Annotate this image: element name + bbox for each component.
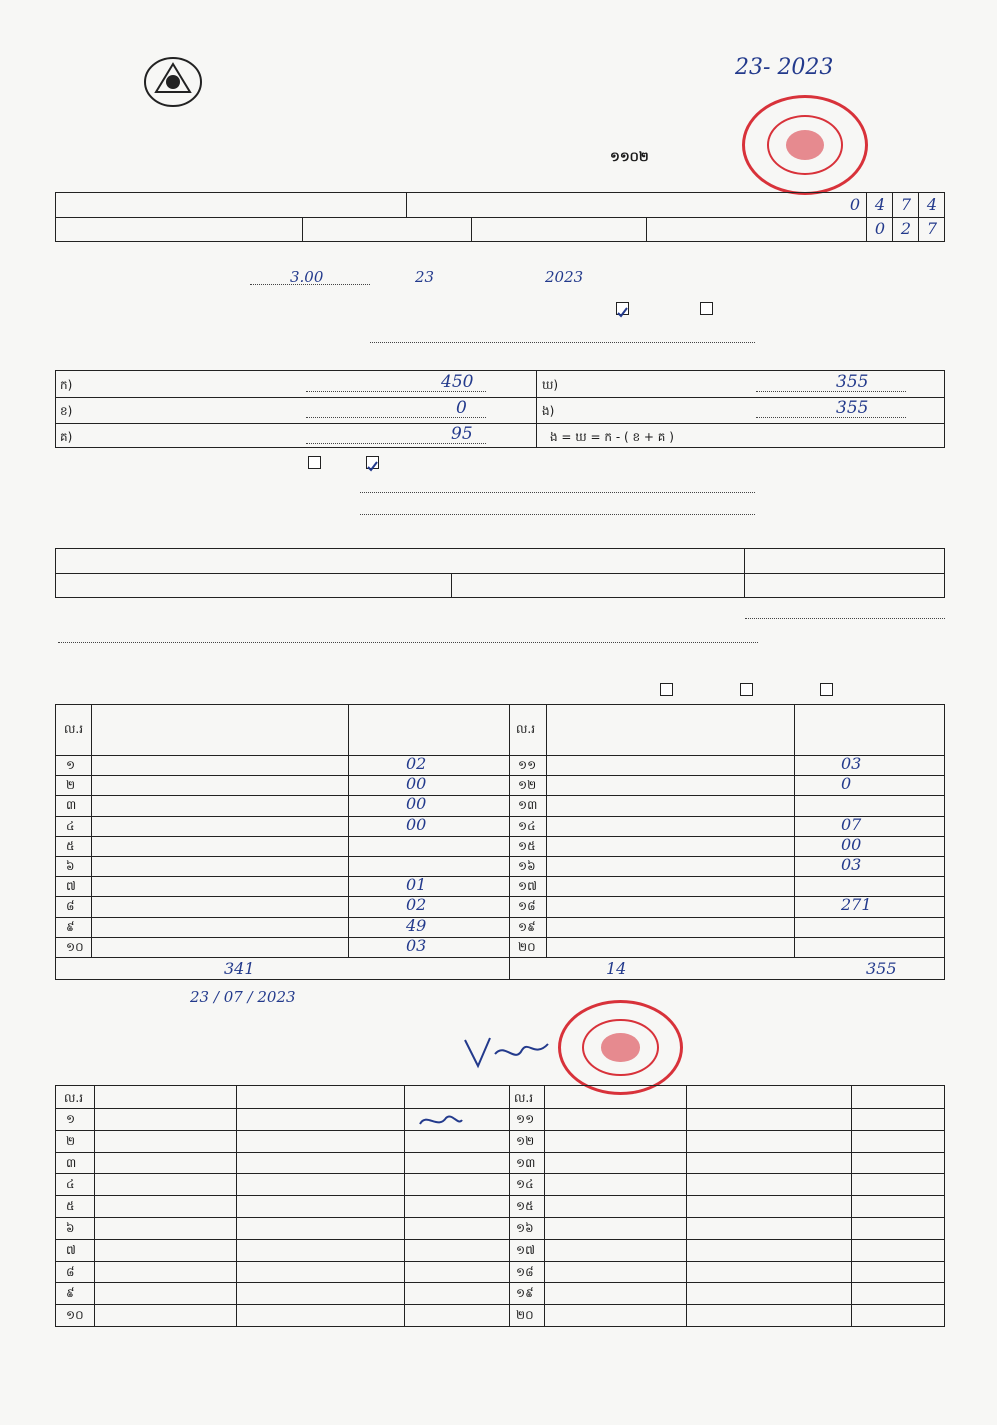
results-row-votes-right: 03	[841, 754, 862, 773]
witness-row-no-right: ១២	[516, 1133, 535, 1148]
witness-row-no-right: ១៤	[516, 1177, 534, 1192]
results-row-no-left: ៤	[66, 818, 75, 833]
witness-row-no-right: ១៩	[516, 1286, 534, 1301]
results-row-no-left: ៨	[66, 899, 75, 914]
results-row-votes-right: 03	[841, 855, 862, 874]
witness-row-no-right: ១៥	[516, 1199, 534, 1214]
results-row-no-right: ១២	[518, 778, 537, 793]
witness-row-no-left: ៨	[66, 1264, 75, 1279]
witness-row-no-left: ២	[66, 1133, 76, 1148]
witness-row-no-right: ១៧	[516, 1242, 535, 1257]
count-day: 23	[415, 268, 435, 286]
count-d: 355	[836, 372, 869, 392]
results-row-no-right: ១៥	[518, 838, 536, 853]
election-committee-logo	[138, 50, 208, 110]
checkbox-none[interactable]	[366, 456, 379, 469]
results-row-no-left: ៥	[66, 838, 75, 853]
results-row-votes-left: 00	[406, 774, 427, 794]
results-row-no-left: ៩	[66, 919, 75, 934]
results-row-votes-left: 02	[406, 895, 427, 915]
witness-row-no-left: ១	[66, 1112, 76, 1126]
results-row-no-left: ៦	[66, 859, 75, 873]
witness-row-no-left: ៣	[66, 1155, 77, 1170]
checkbox-ballot-2[interactable]	[740, 683, 753, 696]
results-row-no-right: ១៤	[518, 818, 536, 833]
count-b: 0	[456, 398, 467, 418]
witness-row-no-right: ២០	[516, 1308, 534, 1323]
results-header-no-left: ល.រ	[64, 722, 84, 736]
witness-row-no-right: ១៣	[516, 1155, 536, 1170]
results-row-no-right: ១១	[518, 758, 537, 772]
results-row-votes-left: 49	[406, 915, 427, 935]
official-seal-top	[742, 95, 868, 195]
results-row-no-left: ២	[66, 778, 76, 793]
stamp-note	[735, 55, 833, 80]
checkbox-has[interactable]	[308, 456, 321, 469]
results-row-no-left: ១០	[66, 939, 84, 954]
witness-row-no-right: ១៨	[516, 1264, 534, 1279]
result-date-year: 2023	[257, 988, 296, 1006]
witness-table	[55, 1085, 945, 1327]
results-row-no-left: ៣	[66, 798, 77, 813]
results-row-votes-left: 00	[406, 794, 427, 814]
witness-row-no-right: ១៦	[516, 1221, 534, 1235]
total-ballots: 355	[866, 959, 897, 978]
result-date-day: 23	[190, 988, 210, 1006]
results-row-no-right: ១៣	[518, 798, 538, 813]
witness-header-no-right: ល.រ	[514, 1091, 534, 1105]
results-row-no-right: ១៧	[518, 879, 537, 894]
complaints-table	[55, 548, 945, 598]
witness-row-no-left: ៦	[66, 1221, 75, 1235]
results-row-no-right: ១៨	[518, 899, 536, 914]
results-row-votes-right: 271	[841, 895, 872, 915]
results-row-votes-left: 02	[406, 754, 427, 773]
total-invalid: 14	[606, 959, 627, 978]
president-signature	[460, 1032, 560, 1076]
row1-digit-1: 0	[849, 195, 861, 214]
official-seal-bottom	[558, 1000, 683, 1095]
form-code: ១១០២	[610, 150, 649, 165]
results-row-no-right: ១៦	[518, 859, 536, 873]
result-date: 23 / 07 / 2023	[190, 988, 296, 1006]
row1-digit-3: 7	[900, 195, 912, 214]
section1-table	[55, 192, 945, 242]
witness-row-no-left: ៤	[66, 1177, 75, 1192]
results-row-no-right: ១៩	[518, 919, 536, 934]
results-row-votes-left: 00	[406, 814, 427, 834]
results-row-votes-left: 03	[406, 935, 427, 955]
results-row-no-right: ២០	[518, 939, 536, 954]
row2-digit-1: 0	[874, 219, 886, 238]
results-row-votes-left: 01	[406, 875, 427, 895]
total-valid: 341	[224, 959, 255, 978]
counts-table: ក) ខ) គ) ឃ) ង) 450 0 95 355 355 ង = ឃ = ក - ( ខ + គ )	[55, 370, 945, 448]
stamp-year: 2023	[777, 55, 834, 80]
count-e: 355	[836, 398, 869, 418]
row2-digit-3: 7	[926, 219, 938, 238]
count-formula: ង = ឃ = ក - ( ខ + គ )	[550, 430, 674, 444]
results-table	[55, 704, 945, 980]
witness-row-no-right: ១១	[516, 1112, 535, 1126]
results-row-votes-right: 07	[841, 814, 862, 834]
result-date-month: 07	[223, 988, 243, 1006]
results-row-no-left: ១	[66, 758, 76, 772]
stamp-date: 23-	[735, 55, 771, 80]
count-c: 95	[451, 424, 473, 444]
results-row-votes-right: 00	[841, 834, 862, 854]
witness-header-no-left: ល.រ	[64, 1091, 84, 1105]
results-row-no-left: ៧	[66, 879, 76, 894]
results-row-votes-right: 0	[841, 774, 852, 794]
row1-digit-4: 4	[926, 195, 938, 214]
results-header-no-right: ល.រ	[516, 722, 536, 736]
checkbox-unchanged[interactable]	[616, 302, 629, 315]
witness-row-no-left: ៥	[66, 1199, 75, 1214]
witness-row-no-left: ១០	[66, 1308, 84, 1323]
checkbox-ballot-3[interactable]	[820, 683, 833, 696]
count-a: 450	[441, 372, 474, 392]
witness-row-no-left: ៩	[66, 1286, 75, 1301]
row2-digit-2: 2	[900, 219, 912, 238]
witness-row-no-left: ៧	[66, 1242, 76, 1257]
count-year: 2023	[545, 268, 584, 286]
count-time: 3.00	[290, 268, 324, 286]
checkbox-ballot-1[interactable]	[660, 683, 673, 696]
checkbox-changed[interactable]	[700, 302, 713, 315]
row1-digit-2: 4	[874, 195, 886, 214]
